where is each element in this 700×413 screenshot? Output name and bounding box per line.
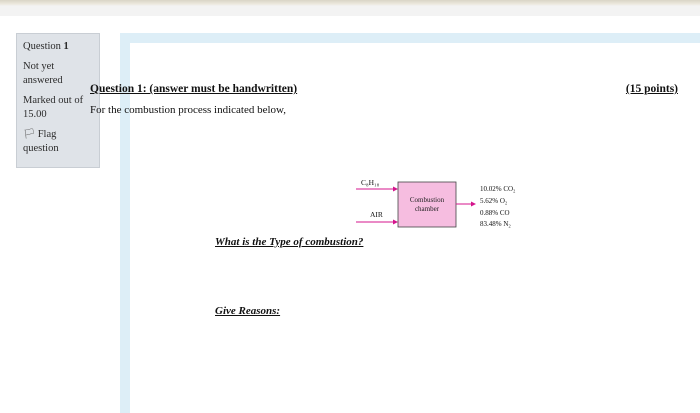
flag-question-link[interactable]: 🏳︎ Flag question [23, 129, 59, 154]
fuel-arrowhead [393, 187, 398, 192]
products-arrowhead [471, 202, 476, 207]
question-points: (15 points) [625, 83, 678, 95]
product-co2: 10.02% CO₂ [480, 185, 516, 193]
give-reasons-prompt: Give Reasons: [215, 305, 281, 317]
product-co: 0.88% CO [480, 209, 510, 217]
question-heading: Question 1: (answer must be handwritten) [90, 83, 298, 95]
flag-icon: 🏳︎ [23, 129, 36, 140]
marked-out-of: Marked out of 15.00 [23, 95, 84, 120]
fuel-label: C₈H₁₈ [361, 178, 380, 187]
product-n2: 83.48% N₂ [480, 220, 511, 228]
product-o2: 5.62% O₂ [480, 197, 508, 205]
question-number-label: Question 1 [23, 41, 69, 52]
question-intro: For the combustion process indicated below, [90, 104, 287, 116]
status-text: Not yet answered [23, 61, 63, 86]
air-label: AIR [370, 210, 383, 219]
type-of-combustion-prompt: What is the Type of combustion? [215, 236, 364, 248]
air-arrowhead [393, 220, 398, 225]
chamber-label-line2: chamber [414, 205, 440, 213]
chamber-label-line1: Combustion [409, 196, 445, 204]
